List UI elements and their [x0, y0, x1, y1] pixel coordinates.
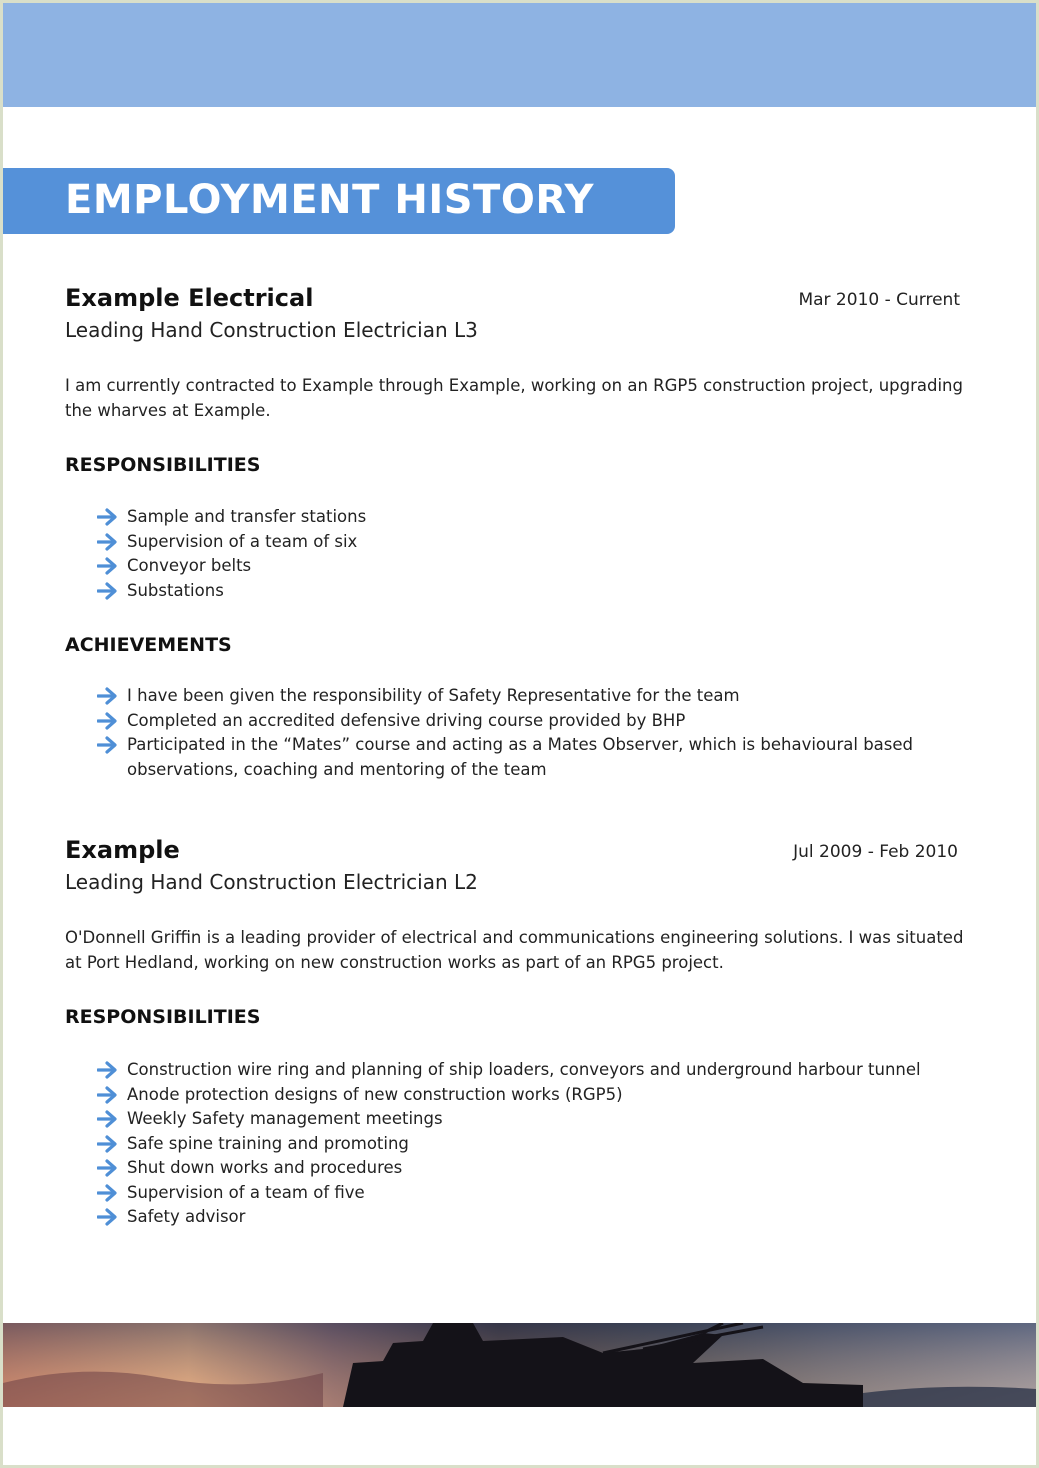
- list-item-text: Weekly Safety management meetings: [127, 1109, 443, 1128]
- list-item-text: Safe spine training and promoting: [127, 1133, 409, 1153]
- arrow-right-icon: [97, 1184, 119, 1202]
- list-item-text: Supervision of a team of six: [127, 531, 358, 551]
- list-item-text: Substations: [127, 580, 224, 600]
- achievements-list: [97, 684, 957, 782]
- list-item-text: Conveyor belts: [127, 556, 252, 575]
- employer-name: Example Electrical: [65, 284, 314, 312]
- job-description: I am currently contracted to Example through Example, working on an RGP5 construction project, upgrading the wharves at Example.: [65, 376, 963, 420]
- job-role: Leading Hand Construction Electrician L2: [65, 870, 478, 894]
- responsibilities-heading: RESPONSIBILITIES: [65, 1006, 261, 1028]
- list-item: [97, 733, 957, 782]
- arrow-right-icon: [97, 533, 119, 551]
- employment-dates: Jul 2009 - Feb 2010: [793, 842, 958, 862]
- responsibilities-list: [97, 1058, 957, 1230]
- arrow-right-icon: [97, 1159, 119, 1177]
- arrow-right-icon: [97, 1061, 119, 1079]
- header-band: [3, 3, 1036, 107]
- list-item: [97, 1205, 957, 1230]
- achievements-heading: ACHIEVEMENTS: [65, 634, 232, 656]
- list-item-text: Safety advisor: [127, 1207, 246, 1226]
- resume-page: [3, 3, 1036, 1465]
- list-item-text: Anode protection designs of new construction works (RGP5): [127, 1084, 623, 1104]
- arrow-right-icon: [97, 1086, 119, 1104]
- list-item: [97, 709, 957, 734]
- section-title: EMPLOYMENT HISTORY: [65, 177, 594, 223]
- arrow-right-icon: [97, 687, 119, 705]
- list-item: [97, 579, 957, 604]
- list-item: [97, 684, 957, 709]
- list-item: [97, 1181, 957, 1206]
- arrow-right-icon: [97, 582, 119, 600]
- list-item: [97, 505, 957, 530]
- list-item: [97, 1107, 957, 1132]
- employer-name: Example: [65, 836, 180, 864]
- arrow-right-icon: [97, 712, 119, 730]
- list-item: [97, 530, 957, 555]
- section-banner: [3, 168, 675, 234]
- arrow-right-icon: [97, 1110, 119, 1128]
- list-item-text: Shut down works and procedures: [127, 1158, 403, 1177]
- list-item: [97, 1156, 957, 1181]
- list-item-text: Sample and transfer stations: [127, 507, 367, 526]
- employment-dates: Mar 2010 - Current: [798, 290, 960, 310]
- job-role: Leading Hand Construction Electrician L3: [65, 318, 478, 342]
- arrow-right-icon: [97, 557, 119, 575]
- footer-photo: [3, 1323, 1036, 1407]
- list-item: [97, 1132, 957, 1157]
- job-description: O'Donnell Griffin is a leading provider of electrical and communications engineering solutions. I was situated at Port Hedland, working on new construction works as part of an RPG5 project.: [65, 928, 964, 972]
- list-item: [97, 554, 957, 579]
- list-item-text: Completed an accredited defensive driving course provided by BHP: [127, 710, 686, 730]
- list-item-text: Construction wire ring and planning of ship loaders, conveyors and underground harbour tunnel: [127, 1060, 921, 1079]
- list-item: [97, 1083, 957, 1108]
- list-item-text: Supervision of a team of five: [127, 1182, 365, 1202]
- list-item-text: Participated in the “Mates” course and acting as a Mates Observer, which is behavioural based observations, coaching and mentoring of the team: [127, 735, 914, 779]
- arrow-right-icon: [97, 1208, 119, 1226]
- industrial-silhouette-image: [3, 1323, 1036, 1407]
- responsibilities-list: [97, 505, 957, 603]
- list-item: [97, 1058, 957, 1083]
- responsibilities-heading: RESPONSIBILITIES: [65, 454, 261, 476]
- arrow-right-icon: [97, 1135, 119, 1153]
- arrow-right-icon: [97, 508, 119, 526]
- arrow-right-icon: [97, 736, 119, 754]
- list-item-text: I have been given the responsibility of Safety Representative for the team: [127, 686, 740, 705]
